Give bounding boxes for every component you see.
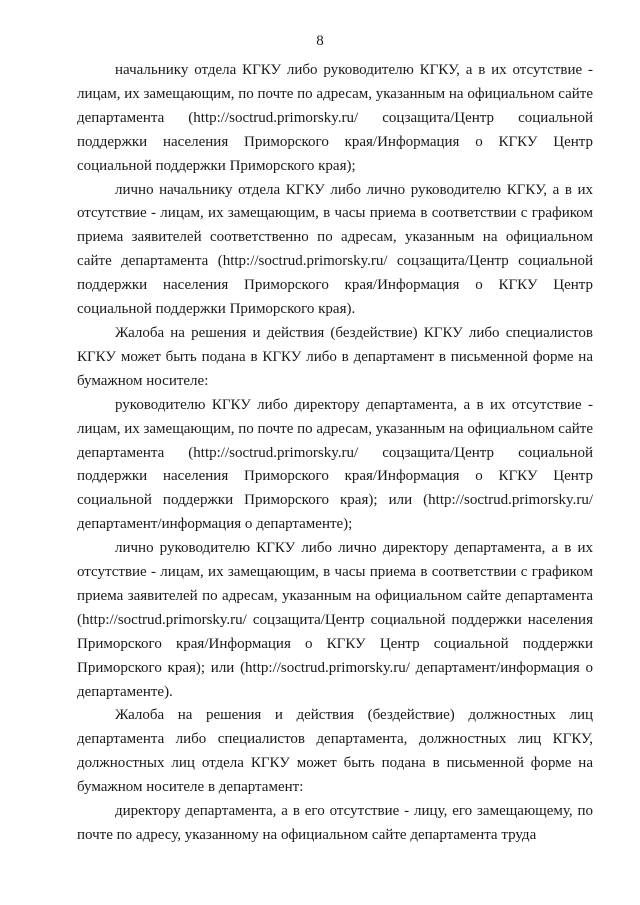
paragraph-mail-to-department-head: начальнику отдела КГКУ либо руководителю КГКУ, а в их отсутствие - лицам, их замещающим, по почте по адресам, указанным на официальном сайте департамента (http://soctrud.primorsky.ru/ соцзащита/Центр социальной поддержки населения Приморского края/Информация о КГКУ Центр социальной поддержки Приморского края); [77,62,593,174]
paragraph-complaint-against-officials: Жалоба на решения и действия (бездействие) должностных лиц департамента либо специалистов департамента, должностных лиц КГКУ, должностных лиц отдела КГКУ может быть подана в письменной форме на бумажном носителе в департамент: [77,707,593,796]
paragraph-mail-to-kgku-head-or-director: руководителю КГКУ либо директору департамента, а в их отсутствие - лицам, их замещающим, по почте по адресам, указанным на официальном сайте департамента (http://soctrud.primorsky.ru/ соцзащита/Центр социальной поддержки населения Приморского края/Информация о КГКУ Центр социальной поддержки Приморского края); или (http://soctrud.primorsky.ru/ департамент/информация о департаменте); [77,396,593,533]
paragraph-in-person-to-kgku-head-or-director: лично руководителю КГКУ либо лично директору департамента, а в их отсутствие - лицам, их замещающим, в часы приема в соответствии с графиком приема заявителей по адресам, указанным на официальном сайте департамента (http://soctrud.primorsky.ru/ соцзащита/Центр социальной поддержки населения Приморского края/Информация о КГКУ Центр социальной поддержки Приморского края); или (http://soctrud.primorsky.ru/ департамент/информация о департаменте). [77,540,593,700]
page-number: 8 [316,33,324,49]
paragraph-in-person-to-department-head: лично начальнику отдела КГКУ либо лично руководителю КГКУ, а в их отсутствие - лицам, их замещающим, в часы приема в соответствии с графиком приема заявителей соответственно по адресам, указанным на официальном сайте департамента (http://soctrud.primorsky.ru/ соцзащита/Центр социальной поддержки населения Приморского края/Информация о КГКУ Центр социальной поддержки Приморского края). [77,181,593,318]
paragraph-complaint-against-kgku: Жалоба на решения и действия (бездействие) КГКУ либо специалистов КГКУ может быть подана в КГКУ либо в департамент в письменной форме на бумажном носителе: [77,324,593,389]
body-text [77,59,593,848]
paragraph-mail-to-director: директору департамента, а в его отсутствие - лицу, его замещающему, по почте по адресу, указанному на официальном сайте департамента труда [77,803,593,843]
